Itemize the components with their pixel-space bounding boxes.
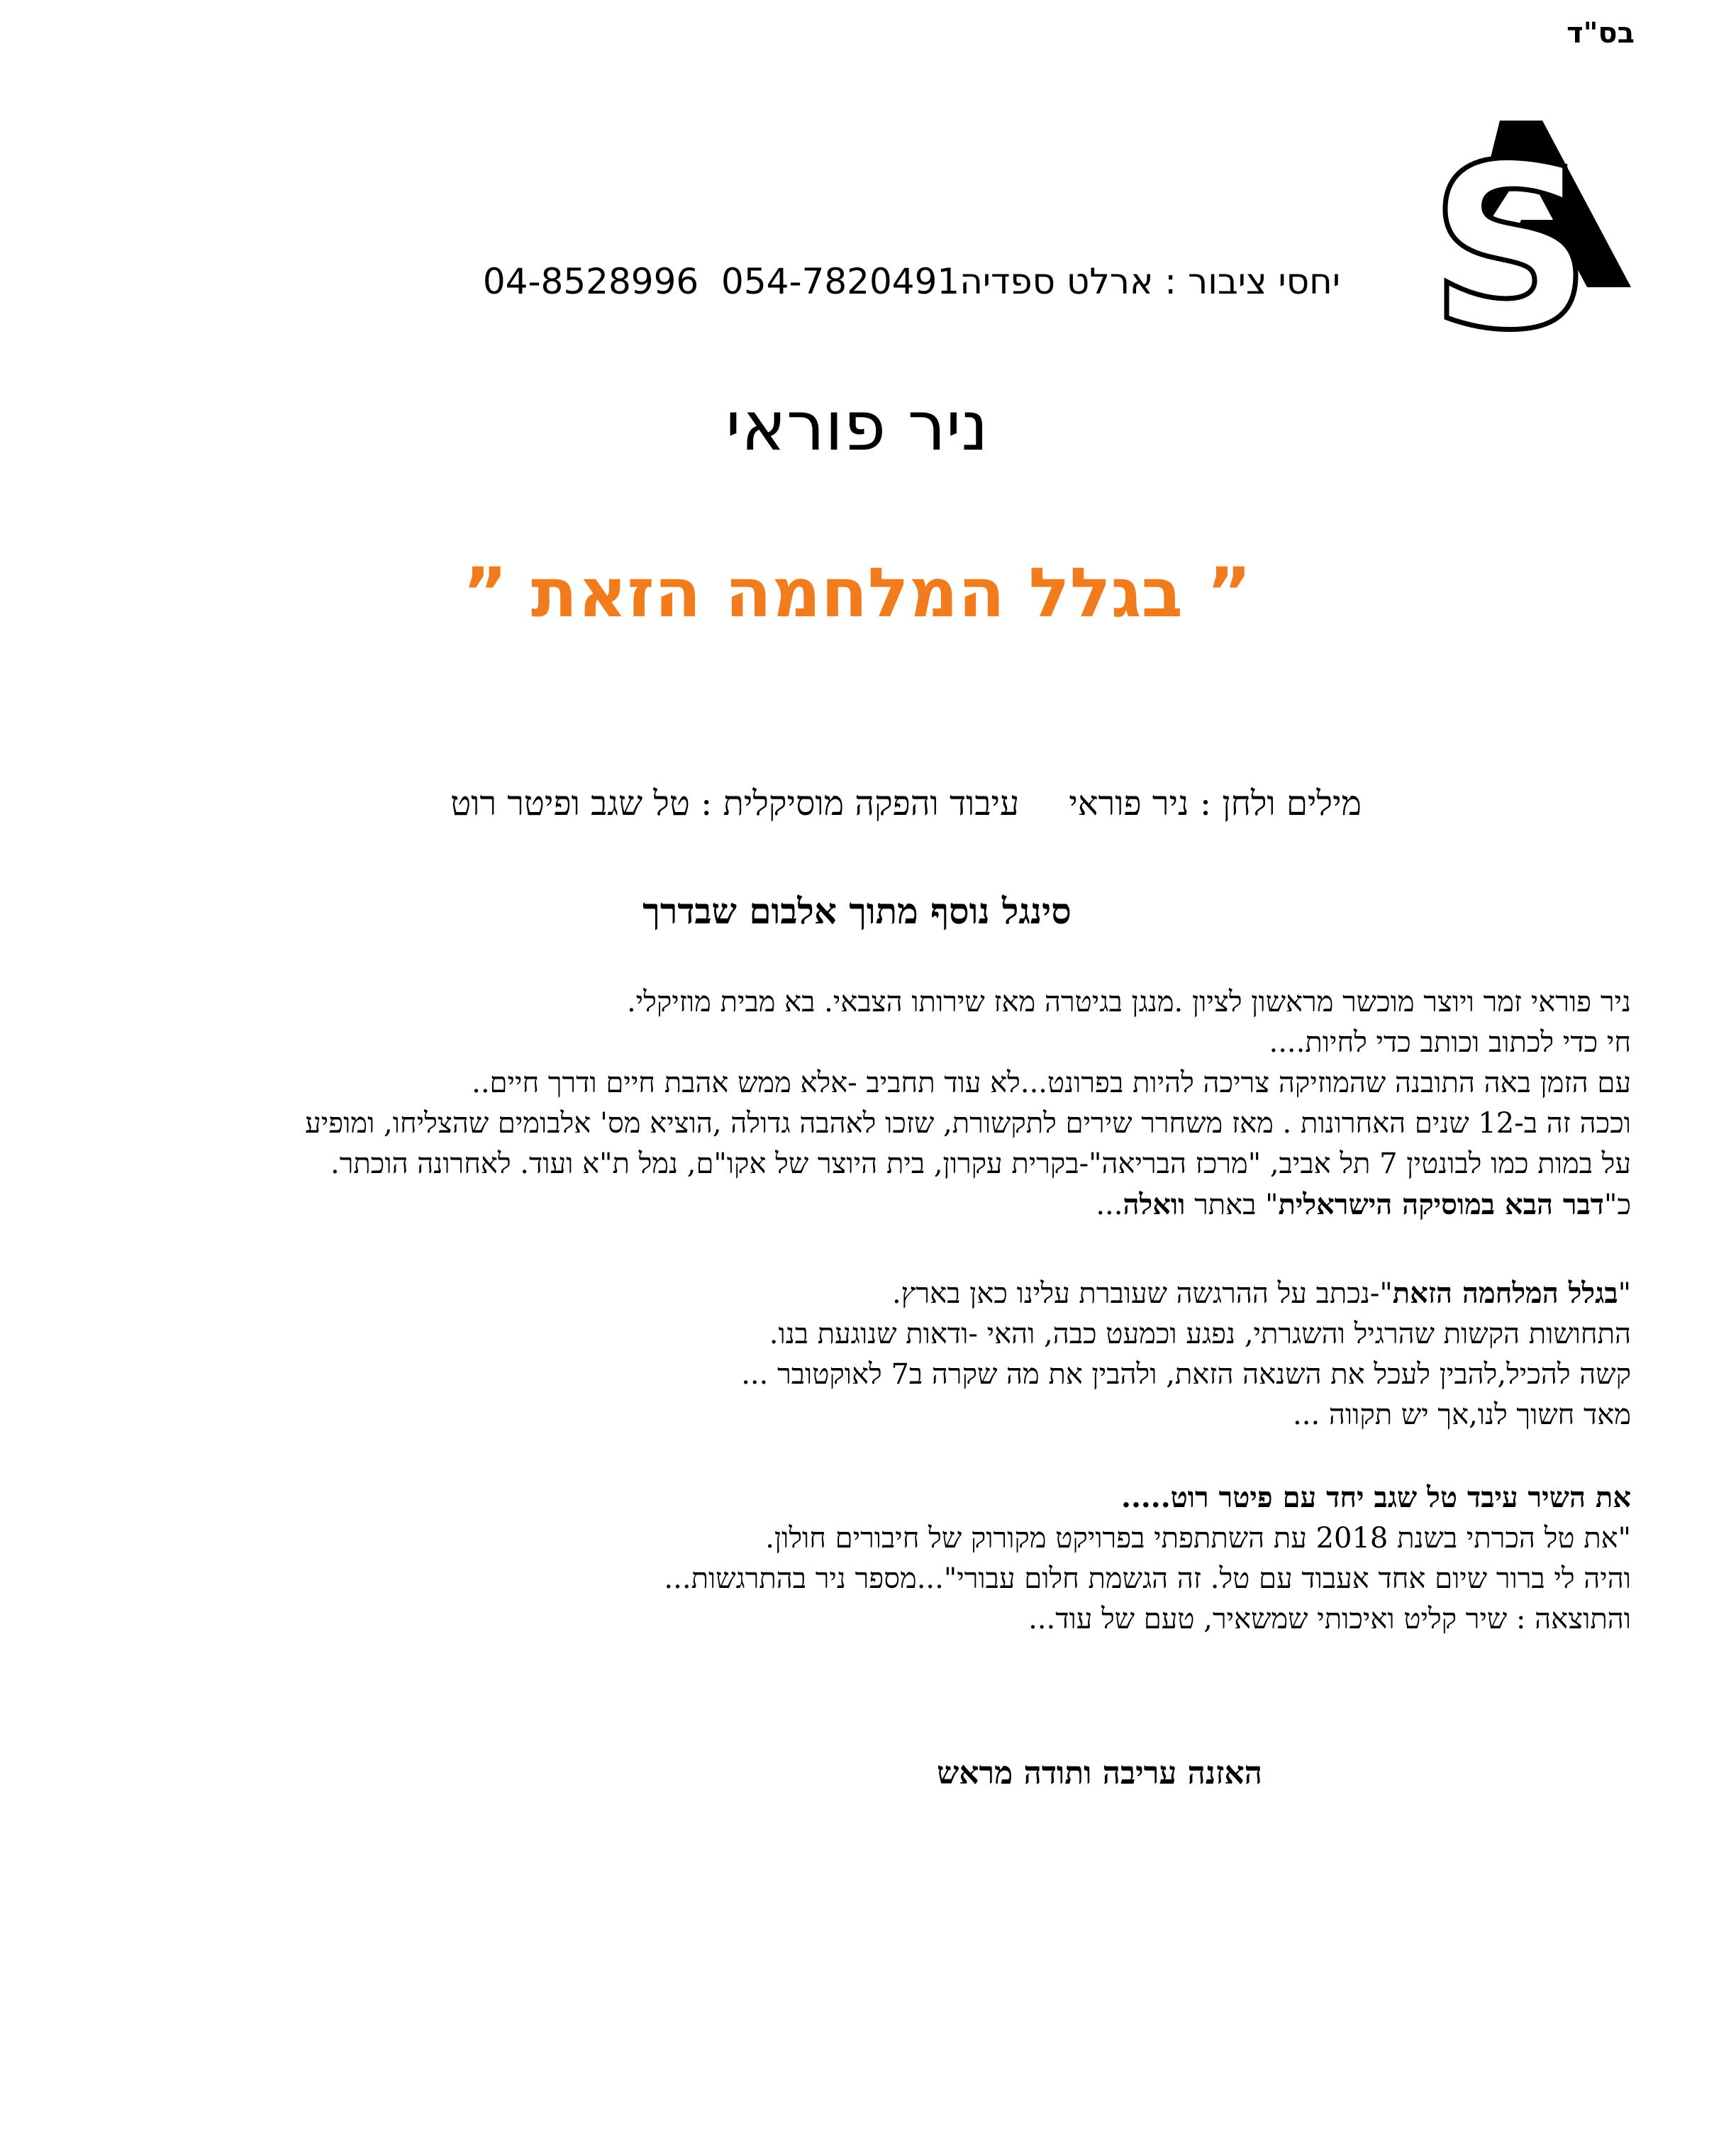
- arrangement-paragraph: [85, 1477, 1631, 1640]
- svg-text:S: S: [1429, 116, 1593, 340]
- bio-line-5: על במות כמו לבונטין 7 תל אביב, "מרכז הבריאה"-בקרית עקרון, בית היוצר של אקו"ם, נמל ת"א ועוד. לאחרונה הוכתר.: [330, 1148, 1631, 1180]
- song-title: ” בגלל המלחמה הזאת ”: [462, 553, 1252, 633]
- bio-line-2: חי כדי לכתוב וכותב כדי לחיות....: [1269, 1026, 1631, 1059]
- credits-line: [397, 784, 1362, 823]
- closing-line: האזנה עריבה ותודה מראש: [937, 1755, 1262, 1791]
- bio-line-6-middle: " באתר: [1185, 1189, 1279, 1221]
- song-about-rest: "-נכתב על ההרגשה שעוברת עלינו כאן בארץ.: [891, 1277, 1393, 1310]
- song-about-line-2: התחושות הקשות שהרגיל והשגרתי, נפגע וכמעט כבה, והאי -ודאות שנוגעת בנו.: [769, 1318, 1631, 1350]
- phone-office: 04-8528996: [482, 261, 699, 302]
- bio-line-6-site: וואלה: [1123, 1188, 1186, 1221]
- arrangement-line-2: והיה לי ברור שיום אחד אעבוד עם טל. זה הגשמת חלום עבורי"...מספר ניר בהתרגשות...: [664, 1562, 1631, 1595]
- bio-line-1: ניר פוראי זמר ויוצר מוכשר מראשון לציון .מנגן בגיטרה מאז שירותו הצבאי. בא מבית מוזיקלי.: [626, 986, 1631, 1018]
- corner-mark: בס"ד: [1566, 17, 1635, 50]
- phone-mobile: 054-7820491: [721, 261, 960, 302]
- arrangement-line-1: "את טל הכרתי בשנת 2018 עת השתתפתי בפרויקט מקורוק של חיבורים חולון.: [765, 1522, 1631, 1555]
- pr-contact-line: [447, 261, 1340, 302]
- bio-line-6-prefix: כ": [1604, 1189, 1631, 1221]
- sa-logo-icon: [1425, 113, 1631, 340]
- song-about-quote: ": [1618, 1277, 1631, 1310]
- song-about-line-4: מאד חשוך לנו,אך יש תקווה ...: [1293, 1399, 1631, 1431]
- arrangement-line-3: והתוצאה : שיר קליט ואיכותי שמשאיר, טעם של עוד...: [1028, 1603, 1631, 1635]
- artist-name: ניר פוראי: [725, 387, 989, 466]
- arrangement-heading: את השיר עיבד טל שגב יחד עם פיטר רוט.....: [1121, 1481, 1631, 1514]
- single-subtitle: סינגל נוסף מתוך אלבום שבדרך: [642, 890, 1072, 932]
- song-about-line-3: קשה להכיל,להבין לעכל את השנאה הזאת, ולהבין את מה שקרה ב7 לאוקטובר ...: [741, 1358, 1631, 1391]
- bio-line-6: [85, 1184, 1631, 1226]
- bio-paragraph: [85, 982, 1631, 1226]
- song-about-title: בגלל המלחמה הזאת: [1392, 1277, 1618, 1310]
- bio-line-6-suffix: ...: [1096, 1189, 1123, 1221]
- song-about-line-1: [85, 1273, 1631, 1314]
- song-about-paragraph: [85, 1273, 1631, 1435]
- bio-line-4: וככה זה ב-12 שנים האחרונות . מאז משחרר שירים לתקשורת, שזכו לאהבה גדולה ,הוציא מס' אלבומים שהצליחו, ומופיע: [305, 1107, 1631, 1140]
- pr-label: יחסי ציבור : ארלט ספדיה: [959, 261, 1340, 302]
- bio-line-3: עם הזמן באה התובנה שהמוזיקה צריכה להיות בפרונט...לא עוד תחביב -אלא ממש אהבת חיים ודרך חיים..: [472, 1067, 1631, 1099]
- credits-production: עיבוד והפקה מוסיקלית : טל שגב ופיטר רוט: [450, 784, 1020, 823]
- credits-lyrics-music: מילים ולחן : ניר פוראי: [1069, 784, 1362, 823]
- arrangement-heading-line: [85, 1477, 1631, 1518]
- bio-line-6-title: דבר הבא במוסיקה הישראלית: [1278, 1188, 1605, 1221]
